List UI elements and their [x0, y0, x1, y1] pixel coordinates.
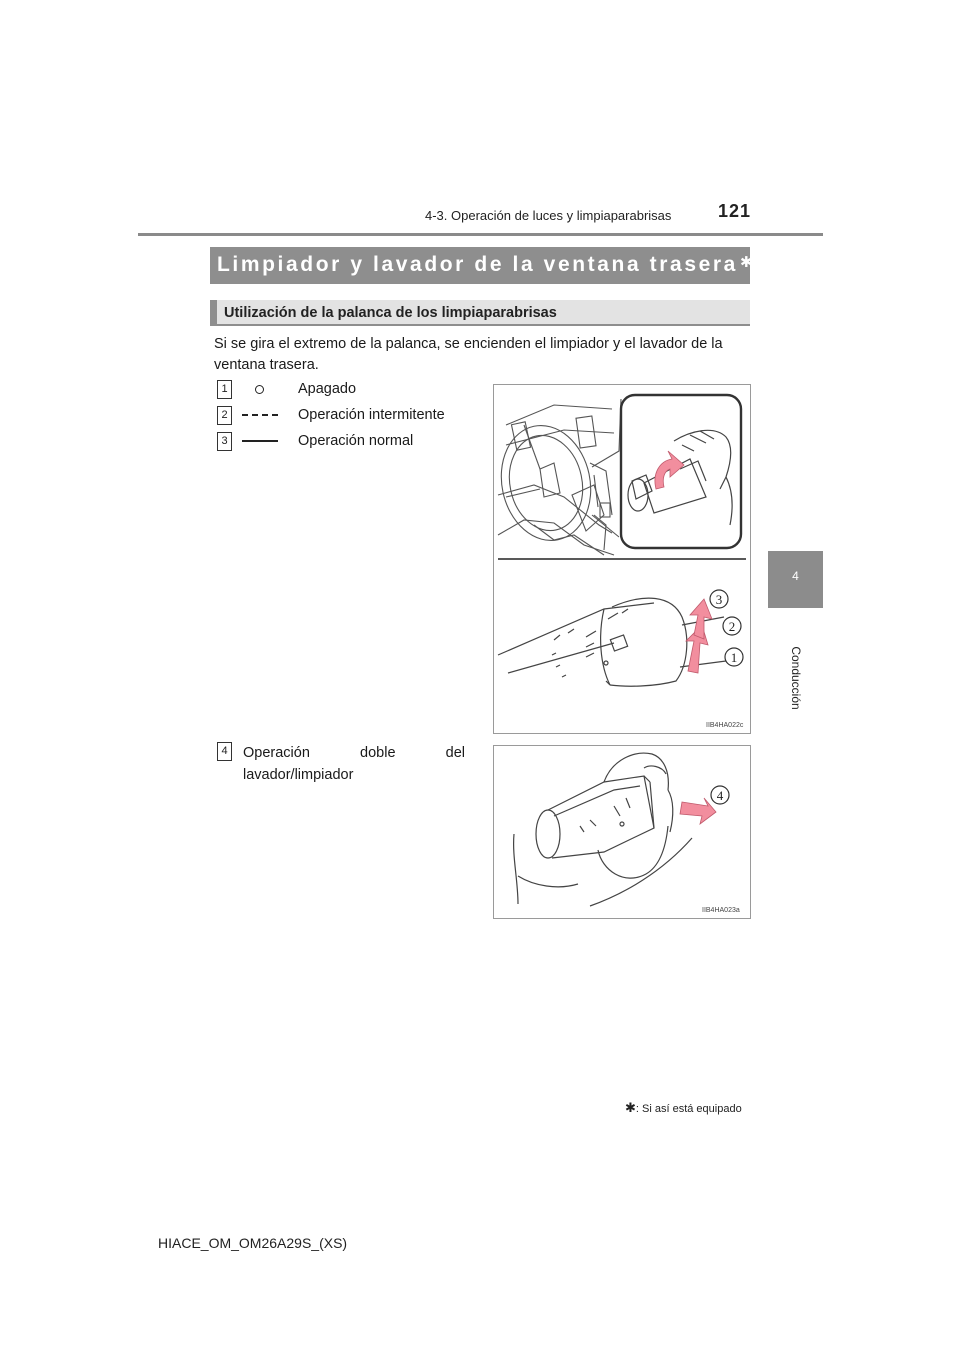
running-header-section: 4-3. Operación de luces y limpiaparabrisas: [425, 208, 672, 223]
footnote: [625, 1100, 742, 1116]
double-washer-illustration: [494, 746, 750, 918]
document-id: HIACE_OM_OM26A29S_(XS): [158, 1235, 348, 1251]
item-number-1: 1: [217, 380, 232, 399]
item-label-4: Operación doble del lavador/limpiador: [243, 745, 465, 783]
section-title-text: Limpiador y lavador de la ventana trasera: [217, 253, 738, 276]
asterisk-icon: ✱: [739, 254, 756, 271]
callout-2: 2: [728, 619, 736, 634]
normal-symbol-icon: [242, 440, 278, 442]
header-rule: [138, 233, 823, 236]
off-symbol-icon: [255, 385, 264, 394]
intro-paragraph: Si se gira el extremo de la palanca, se encienden el limpiador y el lavador de la ventana trasera.: [214, 336, 723, 373]
figure-wiper-lever: [493, 384, 751, 734]
callout-1: 1: [730, 650, 738, 665]
intermittent-symbol-icon: [242, 414, 278, 416]
chapter-label: Conducción: [789, 646, 803, 710]
figure-double-washer: [493, 745, 751, 919]
callout-4: 4: [716, 788, 724, 803]
section-title: [217, 253, 755, 277]
callout-3: 3: [715, 592, 723, 607]
subsection-bar-edge: [210, 300, 217, 326]
item-label-2: Operación intermitente: [298, 407, 445, 423]
footnote-text: : Si así está equipado: [635, 1103, 742, 1115]
item-number-2: 2: [217, 406, 232, 425]
figure-code: IIB4HA023a: [702, 907, 740, 914]
push-arrow-icon: [680, 798, 716, 824]
item-label-1: Apagado: [298, 381, 357, 397]
figure-code: IIB4HA022c: [706, 722, 744, 729]
asterisk-icon: ✱: [625, 1100, 636, 1115]
up-arrow-icon: [690, 599, 712, 639]
chapter-number: 4: [792, 569, 799, 583]
item-label-3: Operación normal: [298, 433, 414, 449]
wiper-lever-illustration: [494, 385, 750, 733]
item-number-4: 4: [217, 742, 232, 761]
page-number: 121: [718, 201, 752, 221]
item-number-3: 3: [217, 432, 232, 451]
subsection-title: Utilización de la palanca de los limpiaparabrisas: [224, 305, 557, 321]
